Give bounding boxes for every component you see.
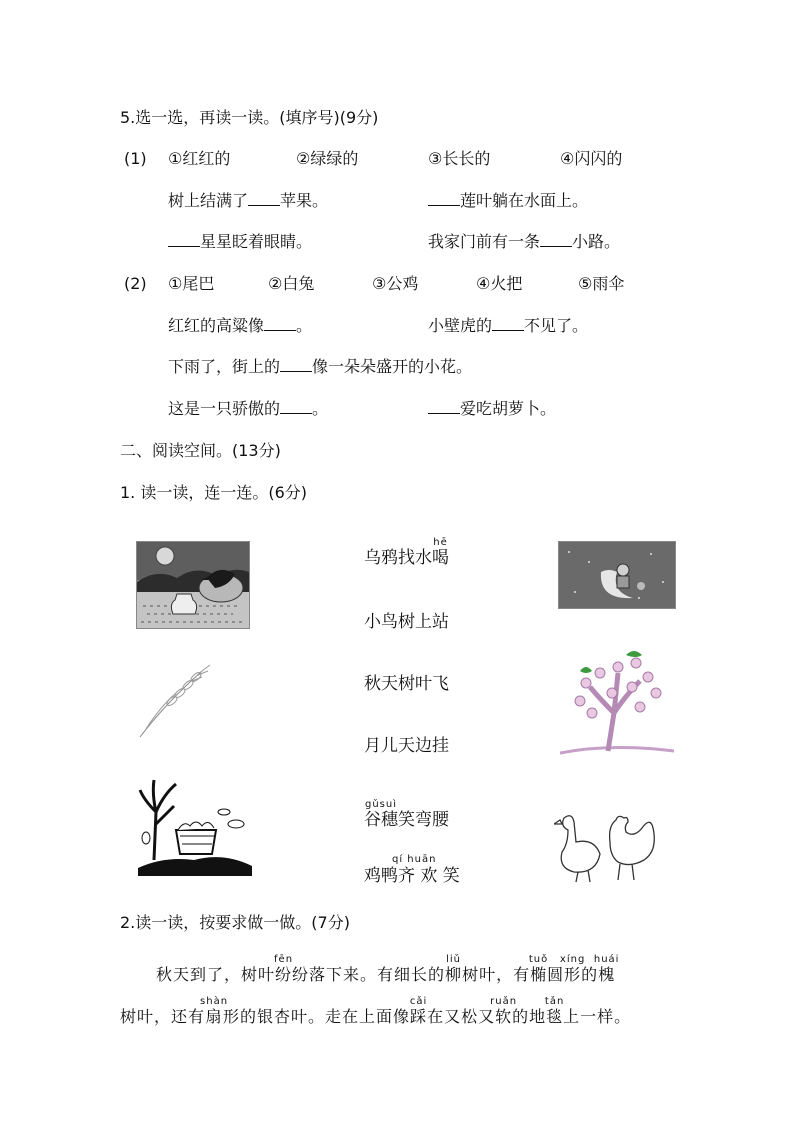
bird-tree-image[interactable] [560, 643, 674, 757]
wheat-ear-image[interactable] [136, 663, 248, 739]
q5-part1-line1-a: 树上结满了 苹果。 [168, 191, 329, 210]
q5-part1-option-2: ②绿绿的 [296, 149, 359, 168]
q5-part1-line2-b: 我家门前有一条 小路。 [428, 232, 621, 251]
phrase-bird-on-tree[interactable]: 小鸟树上站 [364, 612, 449, 632]
crow-drinking-image[interactable] [136, 541, 250, 629]
answer-blank[interactable] [168, 232, 200, 247]
passage-line-2: 树叶，还有扇shàn形的银杏叶。走在上面像踩cǎi在又松又软ruǎn的地毯tǎn上一样。 [120, 996, 632, 1026]
section-title: 二、阅读空间。(13分) [120, 441, 281, 460]
q5-part2-option-1: ①尾巴 [168, 274, 215, 293]
answer-blank[interactable] [280, 357, 312, 372]
moon-child-illustration [559, 542, 675, 608]
q5-part2-line3-a: 这是一只骄傲的 。 [168, 399, 329, 418]
q5-title: 5.选一选，再读一读。(填序号)(9分) [120, 108, 379, 127]
q5-part1-option-3: ③长长的 [428, 149, 491, 168]
q1-title: 1. 读一读，连一连。(6分) [120, 483, 308, 502]
q5-part1-line1-b: 莲叶躺在水面上。 [428, 191, 588, 211]
q5-part2-line2: 下雨了，街上的 像一朵朵盛开的小花。 [168, 357, 473, 376]
phrase-moon-hangs[interactable]: 月儿天边挂 [364, 736, 449, 756]
q5-part1-line2-a: 星星眨着眼睛。 [168, 232, 312, 252]
bird-tree-illustration [560, 643, 674, 757]
answer-blank[interactable] [540, 232, 572, 247]
q5-part2-line3-b: 爱吃胡萝卜。 [428, 399, 556, 419]
answer-blank[interactable] [428, 191, 460, 206]
q5-part2-option-4: ④火把 [476, 274, 523, 293]
q5-part2-line1-a: 红红的高粱像 。 [168, 316, 313, 335]
q5-part2-label: (2) [124, 274, 147, 293]
moon-child-image[interactable] [558, 541, 676, 609]
phrase-grain-ears-bend[interactable]: 谷穗gǔsuì笑弯腰 [364, 799, 449, 830]
q5-part1-label: (1) [124, 149, 147, 168]
wheat-ear-illustration [136, 663, 248, 739]
q5-part2-option-2: ②白兔 [268, 274, 315, 293]
phrase-autumn-leaves[interactable]: 秋天树叶飞 [364, 674, 449, 694]
answer-blank[interactable] [492, 316, 524, 331]
answer-blank[interactable] [428, 399, 460, 414]
duck-rooster-illustration [554, 808, 658, 890]
q5-part1-option-4: ④闪闪的 [560, 149, 623, 168]
answer-blank[interactable] [264, 316, 296, 331]
autumn-tree-image[interactable] [134, 772, 256, 878]
duck-rooster-image[interactable] [554, 808, 658, 890]
q5-part1-option-1: ①红红的 [168, 149, 231, 168]
q5-part2-option-3: ③公鸡 [372, 274, 419, 293]
answer-blank[interactable] [248, 191, 280, 206]
q2-title: 2.读一读，按要求做一做。(7分) [120, 913, 350, 932]
q5-part2-line1-b: 小壁虎的 不见了。 [428, 316, 589, 335]
autumn-tree-illustration [134, 772, 256, 878]
q5-part2-option-5: ⑤雨伞 [578, 274, 625, 293]
phrase-chicken-duck-laugh[interactable]: 鸡鸭 qí huān 齐 欢 笑 [364, 854, 460, 886]
phrase-crow-drinks[interactable]: 乌鸦找水喝hē [364, 537, 449, 568]
passage-line-1: 秋天到了，树叶纷fēn纷落下来。有细长的柳liǔ树叶，有椭tuǒ圆形xíng的槐huái [156, 954, 620, 984]
crow-drinking-illustration [137, 542, 249, 628]
answer-blank[interactable] [280, 399, 312, 414]
